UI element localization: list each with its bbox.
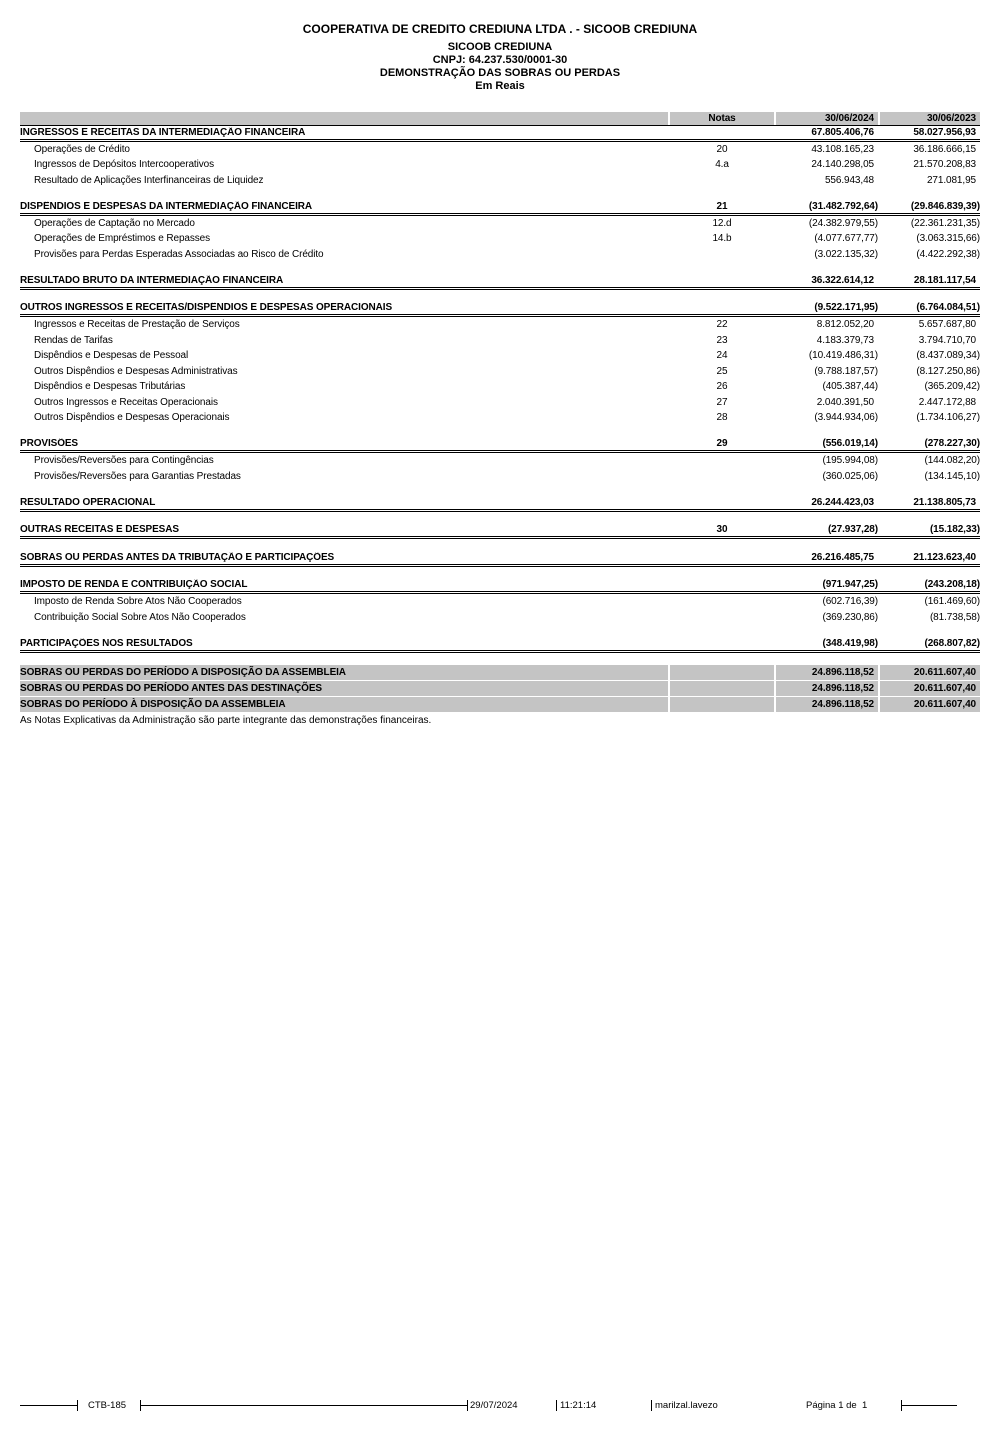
row-value-2023: (4.422.292,38): [916, 248, 980, 260]
row-label: Outros Dispêndios e Despesas Administrativas: [34, 365, 238, 377]
table-row: [20, 697, 980, 712]
row-label: DISPÊNDIOS E DESPESAS DA INTERMEDIAÇÃO FINANCEIRA: [20, 200, 312, 212]
table-row: [20, 469, 980, 485]
row-value-2023: (144.082,20): [924, 455, 980, 467]
table-row: [20, 142, 980, 158]
row-nota: [670, 665, 774, 680]
report-code: CTB-185: [88, 1400, 127, 1411]
row-value-2023: (365.209,42): [924, 381, 980, 393]
row-value-2024: (360.025,06): [822, 470, 878, 482]
row-value-2023: 58.027.956,93: [913, 126, 976, 138]
footer-tick: [467, 1400, 468, 1411]
row-value-2023: 3.794.710,70: [918, 334, 976, 346]
row-spacer: [20, 290, 980, 302]
row-nota: 22: [716, 319, 728, 331]
row-value-2023: (6.764.084,51): [916, 302, 980, 314]
row-value-2023: (1.734.106,27): [916, 412, 980, 424]
table-row: [20, 364, 980, 380]
row-value-2024: (9.788.187,57): [814, 365, 878, 377]
row-nota: 30: [716, 524, 728, 536]
row-label: SOBRAS DO PERÍODO À DISPOSIÇÃO DA ASSEMBLEIA: [20, 697, 668, 712]
table-row: [20, 302, 980, 318]
footnote: As Notas Explicativas da Administração são parte integrante das demonstrações financeiras.: [20, 714, 432, 726]
row-value-2023: 21.138.805,73: [913, 496, 976, 508]
company-name: COOPERATIVA DE CREDITO CREDIUNA LTDA . - SICOOB CREDIUNA: [302, 22, 698, 36]
row-value-2024: 556.943,48: [824, 174, 874, 186]
row-spacer: [20, 188, 980, 200]
table-row: [20, 438, 980, 454]
row-label: INGRESSOS E RECEITAS DA INTERMEDIAÇÃO FINANCEIRA: [20, 126, 306, 138]
row-label: OUTRAS RECEITAS E DESPESAS: [20, 524, 179, 536]
row-label: RESULTADO BRUTO DA INTERMEDIAÇÃO FINANCEIRA: [20, 274, 284, 286]
row-value-2023: 21.123.623,40: [913, 551, 976, 563]
table-row: [20, 247, 980, 263]
row-value-2023: (3.063.315,66): [916, 233, 980, 245]
row-value-2023: (243.208,18): [924, 579, 980, 591]
row-nota: 28: [716, 412, 728, 424]
column-header-2023: 30/06/2023: [880, 112, 980, 125]
table-body: [20, 126, 980, 712]
page-indicator: Página 1 de 1: [806, 1400, 868, 1411]
row-spacer: [20, 484, 980, 496]
row-spacer: [20, 426, 980, 438]
row-label: SOBRAS OU PERDAS DO PERÍODO A DISPOSIÇÃO DA ASSEMBLEIA: [20, 665, 668, 680]
table-row: [20, 317, 980, 333]
footer-tick: [651, 1400, 652, 1411]
row-value-2024: 24.896.118,52: [776, 697, 878, 712]
footer-tick: [77, 1400, 78, 1411]
row-value-2024: 43.108.165,23: [811, 143, 874, 155]
row-value-2024: 24.140.298,05: [811, 159, 874, 171]
row-label: Rendas de Tarifas: [34, 334, 113, 346]
column-header-empty: [20, 112, 668, 125]
table-row: [20, 579, 980, 595]
row-label: Dispêndios e Despesas de Pessoal: [34, 350, 189, 362]
row-nota: 26: [716, 381, 728, 393]
row-value-2023: 5.657.687,80: [918, 319, 976, 331]
row-value-2024: 4.183.379,73: [816, 334, 874, 346]
row-value-2023: (134.145,10): [924, 470, 980, 482]
print-date: 29/07/2024: [470, 1400, 518, 1411]
row-nota: 12.d: [712, 217, 732, 229]
row-value-2023: (29.846.839,39): [910, 200, 980, 212]
document-header: [0, 22, 1000, 93]
table-row: [20, 173, 980, 189]
table-row: [20, 665, 980, 680]
row-value-2024: (3.944.934,06): [814, 412, 878, 424]
table-row: [20, 496, 980, 512]
row-value-2023: (161.469,60): [924, 596, 980, 608]
footer-rule-middle: [140, 1405, 467, 1406]
row-value-2024: (31.482.792,64): [808, 200, 878, 212]
column-header-row: [20, 112, 980, 126]
table-row: [20, 200, 980, 216]
row-value-2024: (27.937,28): [827, 524, 878, 536]
row-nota: 14.b: [712, 233, 732, 245]
column-header-notas: Notas: [670, 112, 774, 125]
row-label: Operações de Crédito: [34, 143, 130, 155]
table-row: [20, 157, 980, 173]
row-value-2024: (369.230,86): [822, 611, 878, 623]
row-nota: 21: [716, 200, 728, 212]
row-value-2024: 8.812.052,20: [816, 319, 874, 331]
row-value-2024: (10.419.486,31): [808, 350, 878, 362]
row-value-2024: (971.947,25): [822, 579, 878, 591]
row-value-2023: 20.611.607,40: [880, 697, 980, 712]
row-value-2024: 24.896.118,52: [776, 665, 878, 680]
row-value-2024: (405.387,44): [822, 381, 878, 393]
row-value-2023: (278.227,30): [924, 438, 980, 450]
report-title: DEMONSTRAÇÃO DAS SOBRAS OU PERDAS: [379, 67, 621, 79]
table-row: [20, 274, 980, 290]
row-value-2024: (602.716,39): [822, 596, 878, 608]
row-nota: 23: [716, 334, 728, 346]
row-spacer: [20, 262, 980, 274]
row-nota: 27: [716, 396, 728, 408]
row-value-2024: (24.382.979,55): [808, 217, 878, 229]
row-value-2024: (4.077.677,77): [814, 233, 878, 245]
row-label: Contribuição Social Sobre Atos Não Cooperados: [34, 611, 246, 623]
row-value-2023: (15.182,33): [929, 524, 980, 536]
row-value-2024: (195.994,08): [822, 455, 878, 467]
row-value-2024: (348.419,98): [822, 637, 878, 649]
table-row: [20, 348, 980, 364]
table-row: [20, 524, 980, 540]
print-time: 11:21:14: [560, 1400, 597, 1411]
row-label: OUTROS INGRESSOS E RECEITAS/DISPÊNDIOS E DESPESAS OPERACIONAIS: [20, 302, 393, 314]
table-row: [20, 126, 980, 142]
footer-rule-left: [20, 1405, 77, 1406]
row-label: SOBRAS OU PERDAS DO PERÍODO ANTES DAS DESTINAÇÕES: [20, 681, 668, 696]
row-value-2024: (3.022.135,32): [814, 248, 878, 260]
column-header-2024: 30/06/2024: [776, 112, 878, 125]
row-label: Operações de Captação no Mercado: [34, 217, 195, 229]
row-label: Dispêndios e Despesas Tributárias: [34, 381, 186, 393]
row-value-2023: (268.807,82): [924, 637, 980, 649]
row-value-2023: (8.127.250,86): [916, 365, 980, 377]
row-label: SOBRAS OU PERDAS ANTES DA TRIBUTAÇÃO E PARTICIPAÇÕES: [20, 551, 335, 563]
row-label: Provisões/Reversões para Garantias Prestadas: [34, 470, 241, 482]
table-row: [20, 333, 980, 349]
row-nota: 24: [716, 350, 728, 362]
row-value-2024: 67.805.406,76: [811, 126, 874, 138]
table-row: [20, 551, 980, 567]
table-row: [20, 453, 980, 469]
row-value-2024: (9.522.171,95): [814, 302, 878, 314]
row-label: Outros Ingressos e Receitas Operacionais: [34, 396, 218, 408]
row-nota: [670, 681, 774, 696]
row-value-2024: 24.896.118,52: [776, 681, 878, 696]
row-label: RESULTADO OPERACIONAL: [20, 496, 156, 508]
row-value-2024: 26.244.423,03: [811, 496, 874, 508]
table-row: [20, 681, 980, 696]
row-nota: 20: [716, 143, 728, 155]
row-spacer: [20, 512, 980, 524]
row-value-2023: 271.081,95: [926, 174, 976, 186]
cnpj-line: CNPJ: 64.237.530/0001-30: [432, 54, 568, 66]
row-label: Outros Dispêndios e Despesas Operacionais: [34, 412, 230, 424]
row-label: IMPOSTO DE RENDA E CONTRIBUIÇÃO SOCIAL: [20, 579, 248, 591]
row-label: PARTICIPAÇÕES NOS RESULTADOS: [20, 637, 193, 649]
currency-note: Em Reais: [475, 80, 525, 92]
row-nota: 4.a: [715, 159, 729, 171]
table-row: [20, 610, 980, 626]
row-value-2023: 28.181.117,54: [913, 274, 976, 286]
row-spacer: [20, 567, 980, 579]
row-value-2023: (8.437.089,34): [916, 350, 980, 362]
row-nota: [670, 697, 774, 712]
row-label: Ingressos e Receitas de Prestação de Serviços: [34, 319, 240, 331]
row-spacer: [20, 625, 980, 637]
row-value-2024: 26.216.485,75: [811, 551, 874, 563]
row-value-2023: 21.570.208,83: [913, 159, 976, 171]
row-value-2024: 2.040.391,50: [816, 396, 874, 408]
footer-rule-right: [901, 1405, 957, 1406]
row-value-2023: 20.611.607,40: [880, 681, 980, 696]
username: marilzal.lavezo: [655, 1400, 718, 1411]
row-spacer: [20, 653, 980, 665]
row-value-2023: 2.447.172,88: [918, 396, 976, 408]
table-row: [20, 395, 980, 411]
statement-table: [20, 112, 980, 726]
row-spacer: [20, 539, 980, 551]
row-value-2023: 20.611.607,40: [880, 665, 980, 680]
row-label: Operações de Empréstimos e Repasses: [34, 233, 211, 245]
table-row: [20, 410, 980, 426]
row-value-2024: (556.019,14): [822, 438, 878, 450]
table-row: [20, 637, 980, 653]
row-value-2023: (22.361.231,35): [910, 217, 980, 229]
row-value-2023: (81.738,58): [929, 611, 980, 623]
row-nota: 29: [716, 438, 728, 450]
row-label: Provisões/Reversões para Contingências: [34, 455, 214, 467]
row-value-2023: 36.186.666,15: [913, 143, 976, 155]
row-label: Imposto de Renda Sobre Atos Não Cooperados: [34, 596, 242, 608]
row-label: PROVISÕES: [20, 438, 79, 450]
table-row: [20, 231, 980, 247]
row-label: Ingressos de Depósitos Intercooperativos: [34, 159, 214, 171]
row-label: Resultado de Aplicações Interfinanceiras de Liquidez: [34, 174, 264, 186]
entity-name: SICOOB CREDIUNA: [447, 41, 553, 53]
page-footer: [0, 1398, 1000, 1414]
row-label: Provisões para Perdas Esperadas Associadas ao Risco de Crédito: [34, 248, 324, 260]
row-nota: 25: [716, 365, 728, 377]
table-row: [20, 379, 980, 395]
footer-tick: [556, 1400, 557, 1411]
table-row: [20, 594, 980, 610]
row-value-2024: 36.322.614,12: [811, 274, 874, 286]
table-row: [20, 216, 980, 232]
